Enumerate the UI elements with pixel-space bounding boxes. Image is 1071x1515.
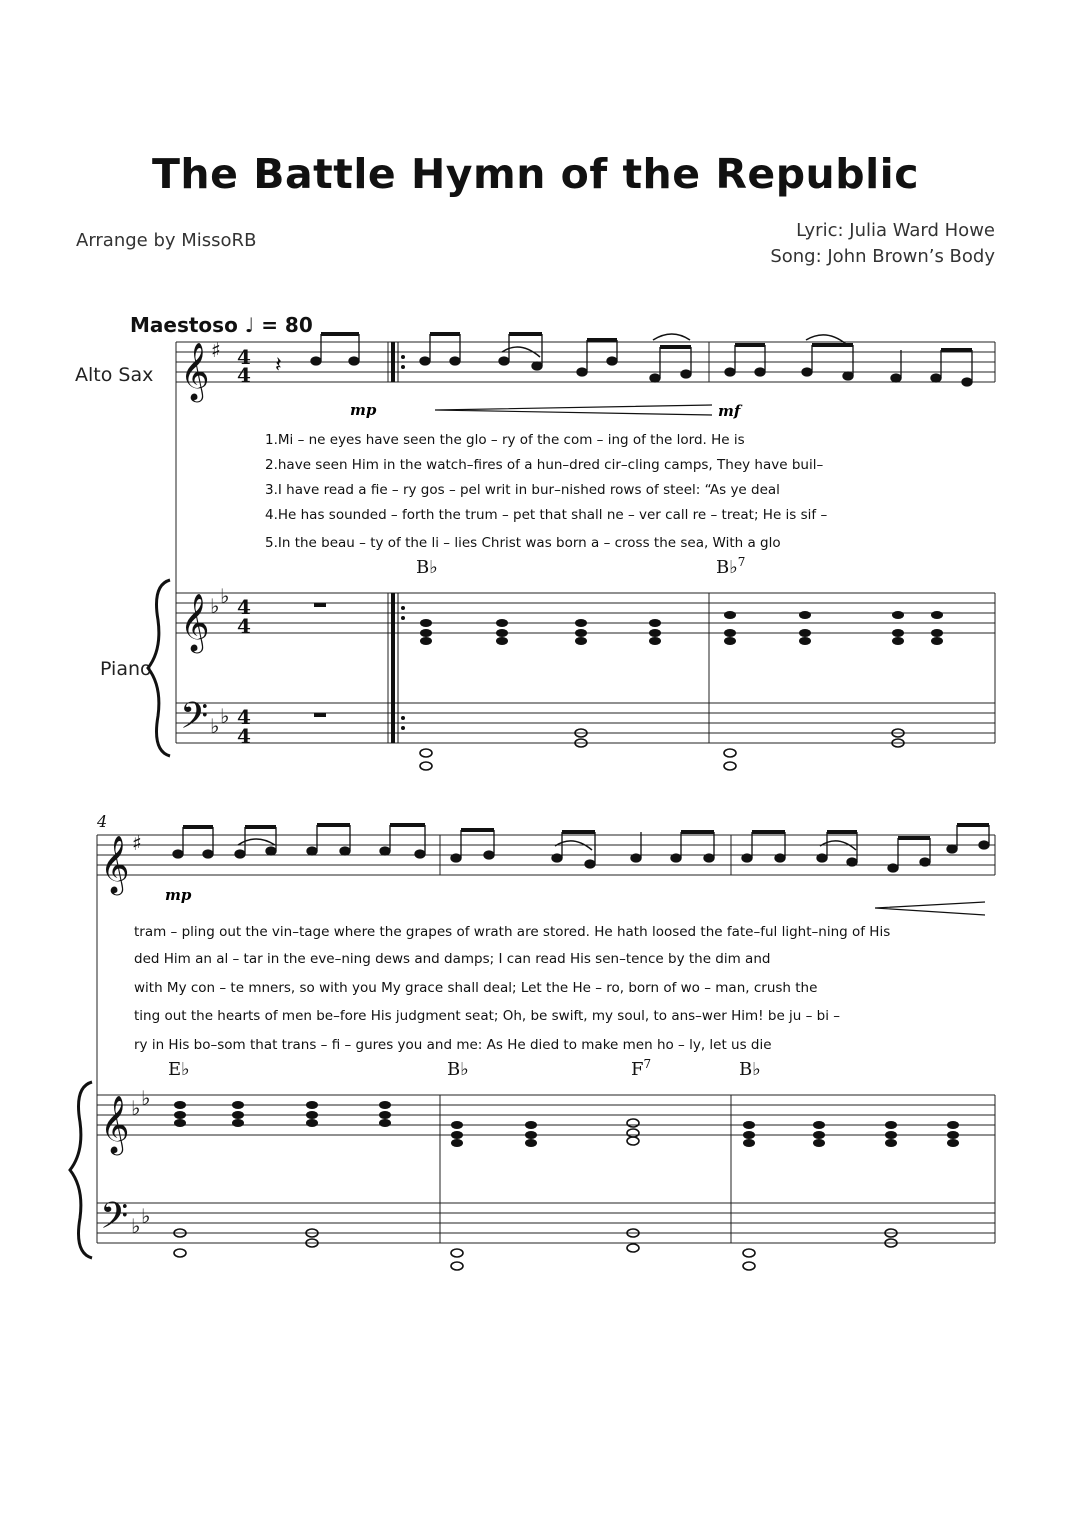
tempo-text: Maestoso	[130, 313, 238, 337]
chord-symbol: B♭	[739, 1059, 761, 1080]
svg-text:4: 4	[237, 595, 251, 619]
sharp-icon: ♯	[211, 338, 221, 362]
chord-block	[174, 1101, 959, 1147]
svg-text:4: 4	[237, 724, 251, 748]
quarter-note-icon: ♩	[244, 313, 255, 337]
piano-chords	[174, 611, 959, 1270]
lyricist-credit: Lyric: Julia Ward Howe	[796, 220, 995, 241]
lyric-line: 1.Mi – ne eyes have seen the glo – ry of the com – ing of the lord. He is	[265, 432, 745, 448]
dynamic-mp: mp	[165, 886, 192, 904]
lyric-line: 3.I have read a fie – ry gos – pel writ in bur–nished rows of steel: “As ye deal	[265, 482, 780, 498]
bass-clef-icon: 𝄢	[180, 695, 209, 746]
lyric-line: 2.have seen Him in the watch–fires of a hun–dred cir–cling camps, They have buil–	[265, 457, 824, 473]
flat-icon: ♭	[210, 594, 220, 618]
score-title: The Battle Hymn of the Republic	[151, 150, 920, 198]
measure-number: 4	[97, 812, 108, 831]
chord-symbol: E♭	[168, 1059, 190, 1080]
treble-clef-icon: 𝄞	[100, 1095, 130, 1153]
lyric-line: ded Him an al – tar in the eve–ning dews and damps; I can read His sen–tence by the dim and	[134, 951, 771, 967]
bass-clef-icon: 𝄢	[100, 1195, 129, 1246]
sax-staff-2	[97, 835, 995, 875]
treble-clef-icon: 𝄞	[180, 593, 210, 651]
chord-symbol: B♭	[416, 557, 438, 578]
sax-staff-1	[176, 342, 995, 382]
song-credit: Song: John Brown’s Body	[770, 246, 995, 267]
sharp-icon: ♯	[132, 831, 142, 855]
time-signature-top: 4	[237, 345, 251, 369]
slurs	[238, 334, 856, 850]
flat-icon: ♭	[220, 584, 230, 608]
flat-icon: ♭	[210, 714, 220, 738]
arranger-credit: Arrange by MissoRB	[76, 230, 257, 251]
lyric-line: 5.In the beau – ty of the li – lies Christ was born a – cross the sea, With a glo	[265, 535, 781, 551]
svg-text:4: 4	[237, 705, 251, 729]
chord-symbol: $F^7$	[631, 1057, 652, 1080]
tempo-bpm: = 80	[261, 313, 313, 337]
rests	[275, 353, 326, 717]
chord-symbol: B♭	[447, 1059, 469, 1080]
dynamic-mf: mf	[718, 402, 741, 420]
instrument-label-piano: Piano	[100, 658, 152, 680]
piano-treble-staff-1	[176, 593, 995, 633]
piano-brace	[70, 1082, 92, 1258]
chord-symbol: B♭$^7$	[716, 555, 746, 578]
lyric-line: ting out the hearts of men be–fore His judgment seat; Oh, be swift, my soul, to ans–wer Him! be ju – bi –	[134, 1008, 841, 1024]
piano-brace	[148, 580, 170, 756]
treble-clef-icon: 𝄞	[180, 342, 210, 400]
chord-block	[420, 611, 943, 645]
flat-icon: ♭	[131, 1214, 141, 1238]
piano-bass-staff-1	[176, 703, 995, 743]
flat-icon: ♭	[220, 704, 230, 728]
lyric-line: with My con – te mners, so with you My grace shall deal; Let the He – ro, born of wo – man, crush the	[134, 980, 818, 996]
flat-icon: ♭	[131, 1096, 141, 1120]
svg-text:4: 4	[237, 614, 251, 638]
flat-icon: ♭	[141, 1204, 151, 1228]
lyric-line: 4.He has sounded – forth the trum – pet that shall ne – ver call re – treat; He is sif –	[265, 507, 828, 523]
time-signature-bottom: 4	[237, 363, 251, 387]
instrument-label-sax: Alto Sax	[75, 364, 154, 386]
piano-bass-staff-2	[97, 1203, 995, 1243]
repeat-start-barline	[391, 342, 405, 743]
piano-treble-staff-2	[97, 1095, 995, 1135]
dynamic-mp: mp	[350, 401, 377, 419]
flat-icon: ♭	[141, 1086, 151, 1110]
quarter-rest-icon: 𝄽	[275, 353, 282, 378]
treble-clef-icon: 𝄞	[100, 835, 130, 893]
lyric-line: tram – pling out the vin–tage where the grapes of wrath are stored. He hath loosed the fate–ful light–ning of His	[134, 924, 891, 940]
lyric-line: ry in His bo–som that trans – fi – gures you and me: As He died to make men ho – ly, let us die	[134, 1037, 772, 1053]
